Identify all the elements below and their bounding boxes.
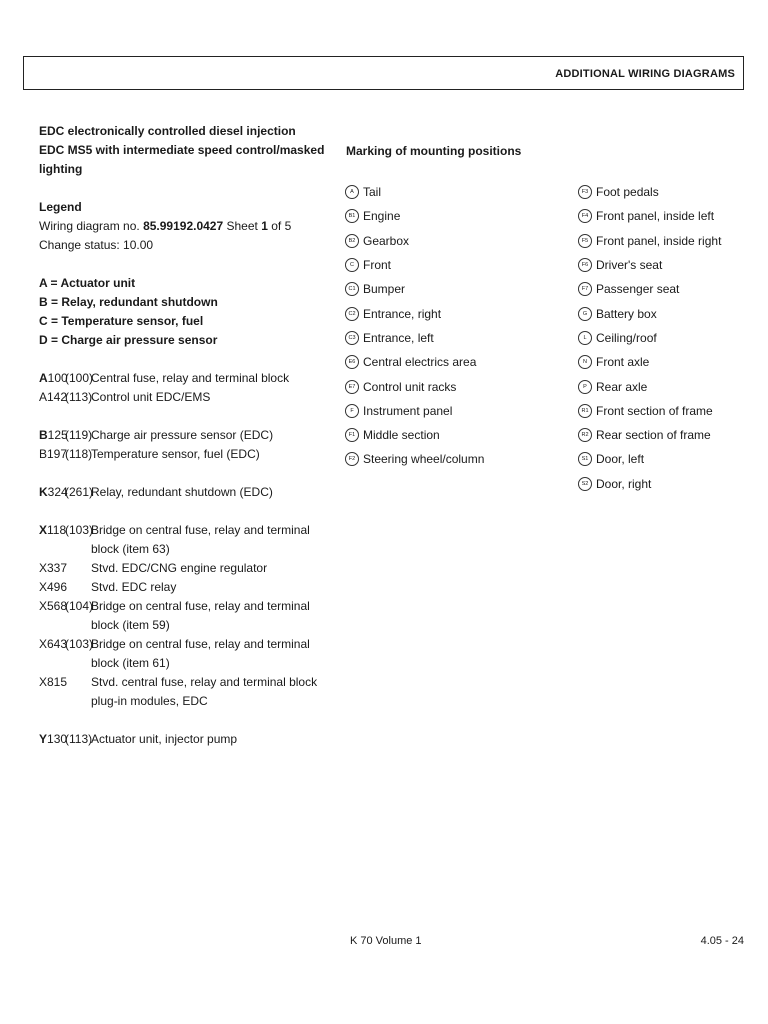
wiring-diagram-line xyxy=(39,217,339,236)
position-item xyxy=(345,447,565,471)
component-description: Stvd. EDC/CNG engine regulator xyxy=(91,561,268,575)
component-description: Control unit EDC/EMS xyxy=(91,390,211,404)
position-code-badge: B1 xyxy=(345,209,359,223)
position-code-badge: F3 xyxy=(578,185,592,199)
position-item xyxy=(578,277,768,301)
component-number: B197 xyxy=(39,447,68,461)
component-row xyxy=(39,445,339,464)
sheet-of: of 5 xyxy=(271,219,292,233)
wiring-number: 85.99192.0427 xyxy=(143,219,224,233)
position-label: Front section of frame xyxy=(596,403,713,418)
component-number: X337 xyxy=(39,561,68,575)
component-description: Central fuse, relay and terminal block xyxy=(91,371,290,385)
component-letter: A xyxy=(39,371,48,385)
position-item xyxy=(345,301,565,325)
position-label: Instrument panel xyxy=(363,403,453,418)
component-ref: (103) xyxy=(65,523,94,537)
position-code-badge: C1 xyxy=(345,282,359,296)
position-item xyxy=(345,423,565,447)
component-description: Stvd. EDC relay xyxy=(91,580,177,594)
header-box xyxy=(23,56,744,90)
position-label: Battery box xyxy=(596,306,657,321)
key-b: B = Relay, redundant shutdown xyxy=(39,295,218,309)
position-code-badge: E7 xyxy=(345,380,359,394)
position-item xyxy=(578,374,768,398)
component-code xyxy=(39,388,68,407)
component-description: Stvd. central fuse, relay and terminal block plug-in modules, EDC xyxy=(91,675,318,708)
positions-column-1 xyxy=(345,180,565,472)
position-label: Door, right xyxy=(596,476,652,491)
position-label: Front xyxy=(363,258,392,273)
component-row xyxy=(39,369,339,388)
position-code-badge: C xyxy=(345,258,359,272)
position-code-badge: F xyxy=(345,404,359,418)
position-code-badge: C2 xyxy=(345,307,359,321)
position-code-badge: B2 xyxy=(345,234,359,248)
component-code xyxy=(39,597,68,635)
component-ref: (261) xyxy=(65,485,94,499)
component-description: Bridge on central fuse, relay and terminal block (item 63) xyxy=(91,523,310,556)
position-code-badge: F2 xyxy=(345,452,359,466)
position-label: Front axle xyxy=(596,355,650,370)
component-number: 324 xyxy=(47,485,68,499)
position-code-badge: F7 xyxy=(578,282,592,296)
position-label: Middle section xyxy=(363,428,440,443)
position-item xyxy=(345,350,565,374)
component-row xyxy=(39,483,339,502)
position-label: Gearbox xyxy=(363,233,410,248)
position-label: Front panel, inside left xyxy=(596,209,715,224)
component-row xyxy=(39,635,339,673)
position-code-badge: S2 xyxy=(578,477,592,491)
component-ref: (118) xyxy=(65,447,93,461)
component-ref: (100) xyxy=(65,371,94,385)
component-row xyxy=(39,597,339,635)
key-d: D = Charge air pressure sensor xyxy=(39,333,218,347)
position-item xyxy=(578,423,768,447)
doc-title-line1: EDC electronically controlled diesel injection xyxy=(39,124,296,138)
position-label: Passenger seat xyxy=(596,282,680,297)
position-item xyxy=(578,204,768,228)
component-code xyxy=(39,445,68,464)
component-ref: (103) xyxy=(65,637,94,651)
footer-volume: K 70 Volume 1 xyxy=(350,935,422,947)
key-c: C = Temperature sensor, fuel xyxy=(39,314,204,328)
position-item xyxy=(345,180,565,204)
component-row xyxy=(39,730,339,749)
position-item xyxy=(345,253,565,277)
position-label: Entrance, left xyxy=(363,330,434,345)
position-code-badge: N xyxy=(578,355,592,369)
component-row xyxy=(39,388,339,407)
sheet-number: 1 xyxy=(261,219,268,233)
position-code-badge: F1 xyxy=(345,428,359,442)
position-label: Tail xyxy=(363,185,382,200)
position-item xyxy=(578,472,768,496)
component-number: 100 xyxy=(47,371,68,385)
position-label: Foot pedals xyxy=(596,185,659,200)
positions-column-2 xyxy=(578,180,768,496)
component-ref: (119) xyxy=(65,428,93,442)
component-code xyxy=(39,559,68,578)
component-row xyxy=(39,426,339,445)
component-letter: X xyxy=(39,523,48,537)
component-description: Bridge on central fuse, relay and terminal block (item 61) xyxy=(91,637,310,670)
position-code-badge: F6 xyxy=(578,258,592,272)
component-code xyxy=(39,426,68,445)
position-code-badge: L xyxy=(578,331,592,345)
position-label: Front panel, inside right xyxy=(596,233,722,248)
position-label: Rear section of frame xyxy=(596,428,711,443)
component-code xyxy=(39,578,68,597)
doc-title-line2: EDC MS5 with intermediate speed control/masked lighting xyxy=(39,143,325,176)
position-item xyxy=(578,253,768,277)
component-code xyxy=(39,521,65,559)
position-label: Steering wheel/column xyxy=(363,452,485,467)
position-label: Entrance, right xyxy=(363,306,442,321)
position-item xyxy=(578,326,768,350)
position-code-badge: P xyxy=(578,380,592,394)
position-item xyxy=(345,277,565,301)
position-label: Rear axle xyxy=(596,379,648,394)
page-header-title: ADDITIONAL WIRING DIAGRAMS xyxy=(555,68,735,80)
component-code xyxy=(39,635,68,673)
component-code xyxy=(39,483,68,502)
position-label: Engine xyxy=(363,209,401,224)
key-a: A = Actuator unit xyxy=(39,276,136,290)
component-row xyxy=(39,521,339,559)
component-number: X568 xyxy=(39,599,68,613)
position-code-badge: F4 xyxy=(578,209,592,223)
component-row xyxy=(39,673,339,711)
position-item xyxy=(345,326,565,350)
component-number: 130 xyxy=(47,732,68,746)
position-item xyxy=(345,374,565,398)
component-description: Relay, redundant shutdown (EDC) xyxy=(91,485,273,499)
position-item xyxy=(578,447,768,471)
sheet-label: Sheet xyxy=(226,219,258,233)
position-item xyxy=(345,229,565,253)
component-letter: B xyxy=(39,428,48,442)
position-code-badge: R1 xyxy=(578,404,592,418)
component-ref: (104) xyxy=(65,599,94,613)
position-item xyxy=(578,229,768,253)
position-label: Control unit racks xyxy=(363,379,457,394)
component-number: X496 xyxy=(39,580,68,594)
component-ref xyxy=(65,559,91,578)
component-groups xyxy=(39,350,339,749)
position-code-badge: R2 xyxy=(578,428,592,442)
positions-title: Marking of mounting positions xyxy=(346,144,522,158)
component-description: Temperature sensor, fuel (EDC) xyxy=(91,447,260,461)
component-ref: (113) xyxy=(65,732,93,746)
component-code xyxy=(39,730,68,749)
component-number: X643 xyxy=(39,637,68,651)
position-item xyxy=(578,350,768,374)
position-label: Bumper xyxy=(363,282,406,297)
component-number: A142 xyxy=(39,390,68,404)
position-code-badge: C3 xyxy=(345,331,359,345)
component-code xyxy=(39,673,68,711)
position-code-badge: F5 xyxy=(578,234,592,248)
footer-page-number: 4.05 - 24 xyxy=(700,935,744,947)
wiring-prefix: Wiring diagram no. xyxy=(39,219,140,233)
component-code xyxy=(39,369,68,388)
component-description: Bridge on central fuse, relay and terminal block (item 59) xyxy=(91,599,310,632)
legend-column xyxy=(39,122,339,749)
position-code-badge: E6 xyxy=(345,355,359,369)
legend-heading: Legend xyxy=(39,200,82,214)
position-item xyxy=(578,301,768,325)
position-item xyxy=(345,204,565,228)
position-item xyxy=(578,180,768,204)
component-description: Actuator unit, injector pump xyxy=(91,732,238,746)
change-status: Change status: 10.00 xyxy=(39,238,154,252)
position-label: Ceiling/roof xyxy=(596,330,657,345)
position-code-badge: G xyxy=(578,307,592,321)
component-letter: Y xyxy=(39,732,48,746)
component-number: 118 xyxy=(47,523,67,537)
component-ref: (113) xyxy=(65,390,93,404)
component-description: Charge air pressure sensor (EDC) xyxy=(91,428,274,442)
component-letter: K xyxy=(39,485,48,499)
position-code-badge: A xyxy=(345,185,359,199)
position-code-badge: S1 xyxy=(578,452,592,466)
position-label: Door, left xyxy=(596,452,645,467)
component-row xyxy=(39,559,339,578)
component-ref xyxy=(65,673,91,711)
component-number: 125 xyxy=(47,428,68,442)
component-ref xyxy=(65,578,91,597)
position-item xyxy=(578,399,768,423)
position-label: Driver's seat xyxy=(596,258,663,273)
component-row xyxy=(39,578,339,597)
component-number: X815 xyxy=(39,675,68,689)
position-label: Central electrics area xyxy=(363,355,477,370)
position-item xyxy=(345,399,565,423)
